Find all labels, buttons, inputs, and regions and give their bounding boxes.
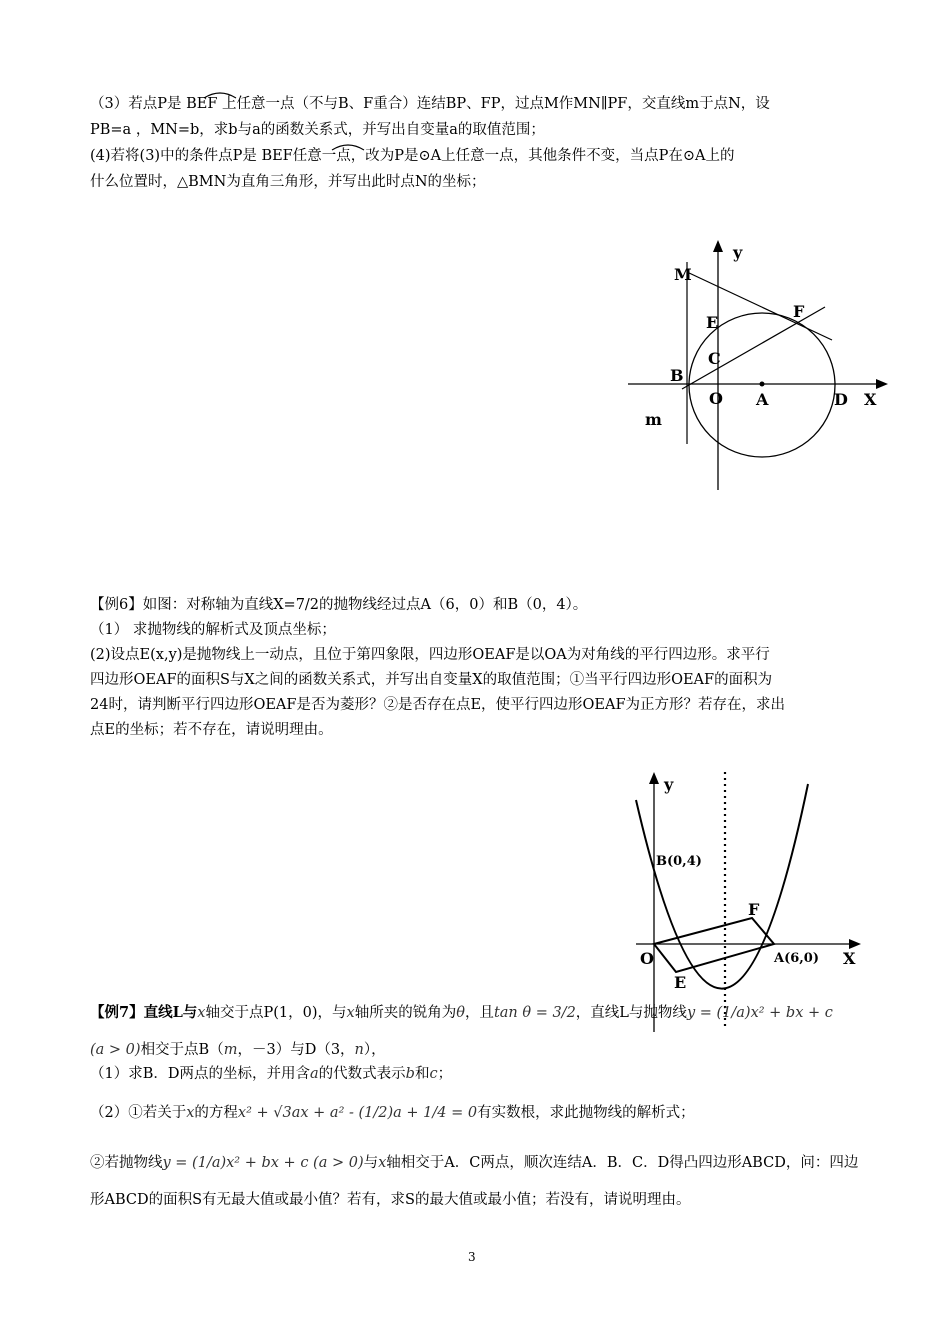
- problem3-line1: （3）若点P是 BEF 上任意一点（不与B、F重合）连结BP、FP，过点M作MN∥PF，交直线m于点N，设: [90, 96, 770, 112]
- x-axis-arrow-icon: [876, 379, 888, 389]
- example7-line1: 【例7】直线L与x轴交于点P(1，0)，与x轴所夹的锐角为θ，且tan θ = 3/2，直线L与抛物线y = (1/a)x² + bx + c: [90, 1004, 833, 1021]
- label-y: y: [733, 243, 743, 262]
- y-axis-arrow-icon: [713, 240, 723, 252]
- label-B: B: [670, 366, 684, 385]
- problem4-line1: (4)若将(3)中的条件点P是 BEF任意一点，改为P是⊙A上任意一点，其他条件不变，当点P在⊙A上的: [90, 148, 735, 164]
- example7-line6: 形ABCD的面积S有无最大值或最小值？若有，求S的最大值或最小值；若没有，请说明理由。: [90, 1192, 691, 1208]
- example6-line1: 【例6】如图：对称轴为直线X=7/2的抛物线经过点A（6，0）和B（0，4）。: [90, 597, 588, 613]
- label-C: C: [708, 349, 721, 368]
- example7-line4: （2）①若关于x的方程x² + √3ax + a² - (1/2)a + 1/4 = 0有实数根，求此抛物线的解析式；: [90, 1105, 695, 1121]
- label-F: F: [748, 900, 760, 919]
- label-E: E: [674, 973, 687, 992]
- point-A: [760, 382, 765, 387]
- x-axis-arrow-icon: [849, 939, 861, 949]
- example6-line6: 点E的坐标；若不存在，请说明理由。: [90, 722, 333, 738]
- label-F: F: [793, 302, 805, 321]
- page-number: 3: [468, 1250, 476, 1264]
- label-M: M: [674, 265, 692, 284]
- example6-line2: （1） 求抛物线的解析式及顶点坐标；: [90, 622, 336, 638]
- label-B: B(0,4): [656, 854, 702, 869]
- problem3-line2: PB=a ，MN=b，求b与a的函数关系式，并写出自变量a的取值范围；: [90, 122, 545, 138]
- example7-line5: ②若抛物线y = (1/a)x² + bx + c (a > 0)与x轴相交于A．C两点，顺次连结A．B．C．D得凸四边形ABCD，问：四边: [90, 1155, 859, 1171]
- y-axis-arrow-icon: [649, 772, 659, 784]
- example6-line3: (2)设点E(x,y)是抛物线上一动点，且位于第四象限，四边形OEAF是以OA为对角线的平行四边形。求平行: [90, 647, 770, 663]
- label-A: A: [756, 390, 769, 409]
- label-y: y: [664, 775, 674, 794]
- problem4-line2: 什么位置时，△BMN为直角三角形，并写出此时点N的坐标；: [90, 174, 486, 190]
- arc-mark: [200, 88, 240, 100]
- label-X: X: [843, 949, 856, 968]
- example6-line5: 24时，请判断平行四边形OEAF是否为菱形？②是否存在点E，使平行四边形OEAF为正方形？若存在，求出: [90, 697, 786, 713]
- label-O: O: [709, 389, 723, 408]
- label-m: m: [645, 410, 662, 429]
- example7-line3: （1）求B．D两点的坐标，并用含a的代数式表示b和c；: [90, 1066, 453, 1082]
- label-O: O: [640, 949, 654, 968]
- label-E: E: [706, 313, 719, 332]
- label-D: D: [834, 390, 848, 409]
- figure-circle-diagram: [620, 230, 900, 495]
- example7-line2: (a > 0)相交于点B（m，－3）与D（3，n），: [90, 1042, 386, 1058]
- arc-mark: [328, 140, 368, 152]
- example6-line4: 四边形OEAF的面积S与X之间的函数关系式，并写出自变量X的取值范围；①当平行四边形OEAF的面积为: [90, 672, 773, 688]
- figure-parabola-diagram: [628, 760, 868, 1040]
- label-A: A(6,0): [774, 951, 820, 966]
- label-X: X: [864, 390, 877, 409]
